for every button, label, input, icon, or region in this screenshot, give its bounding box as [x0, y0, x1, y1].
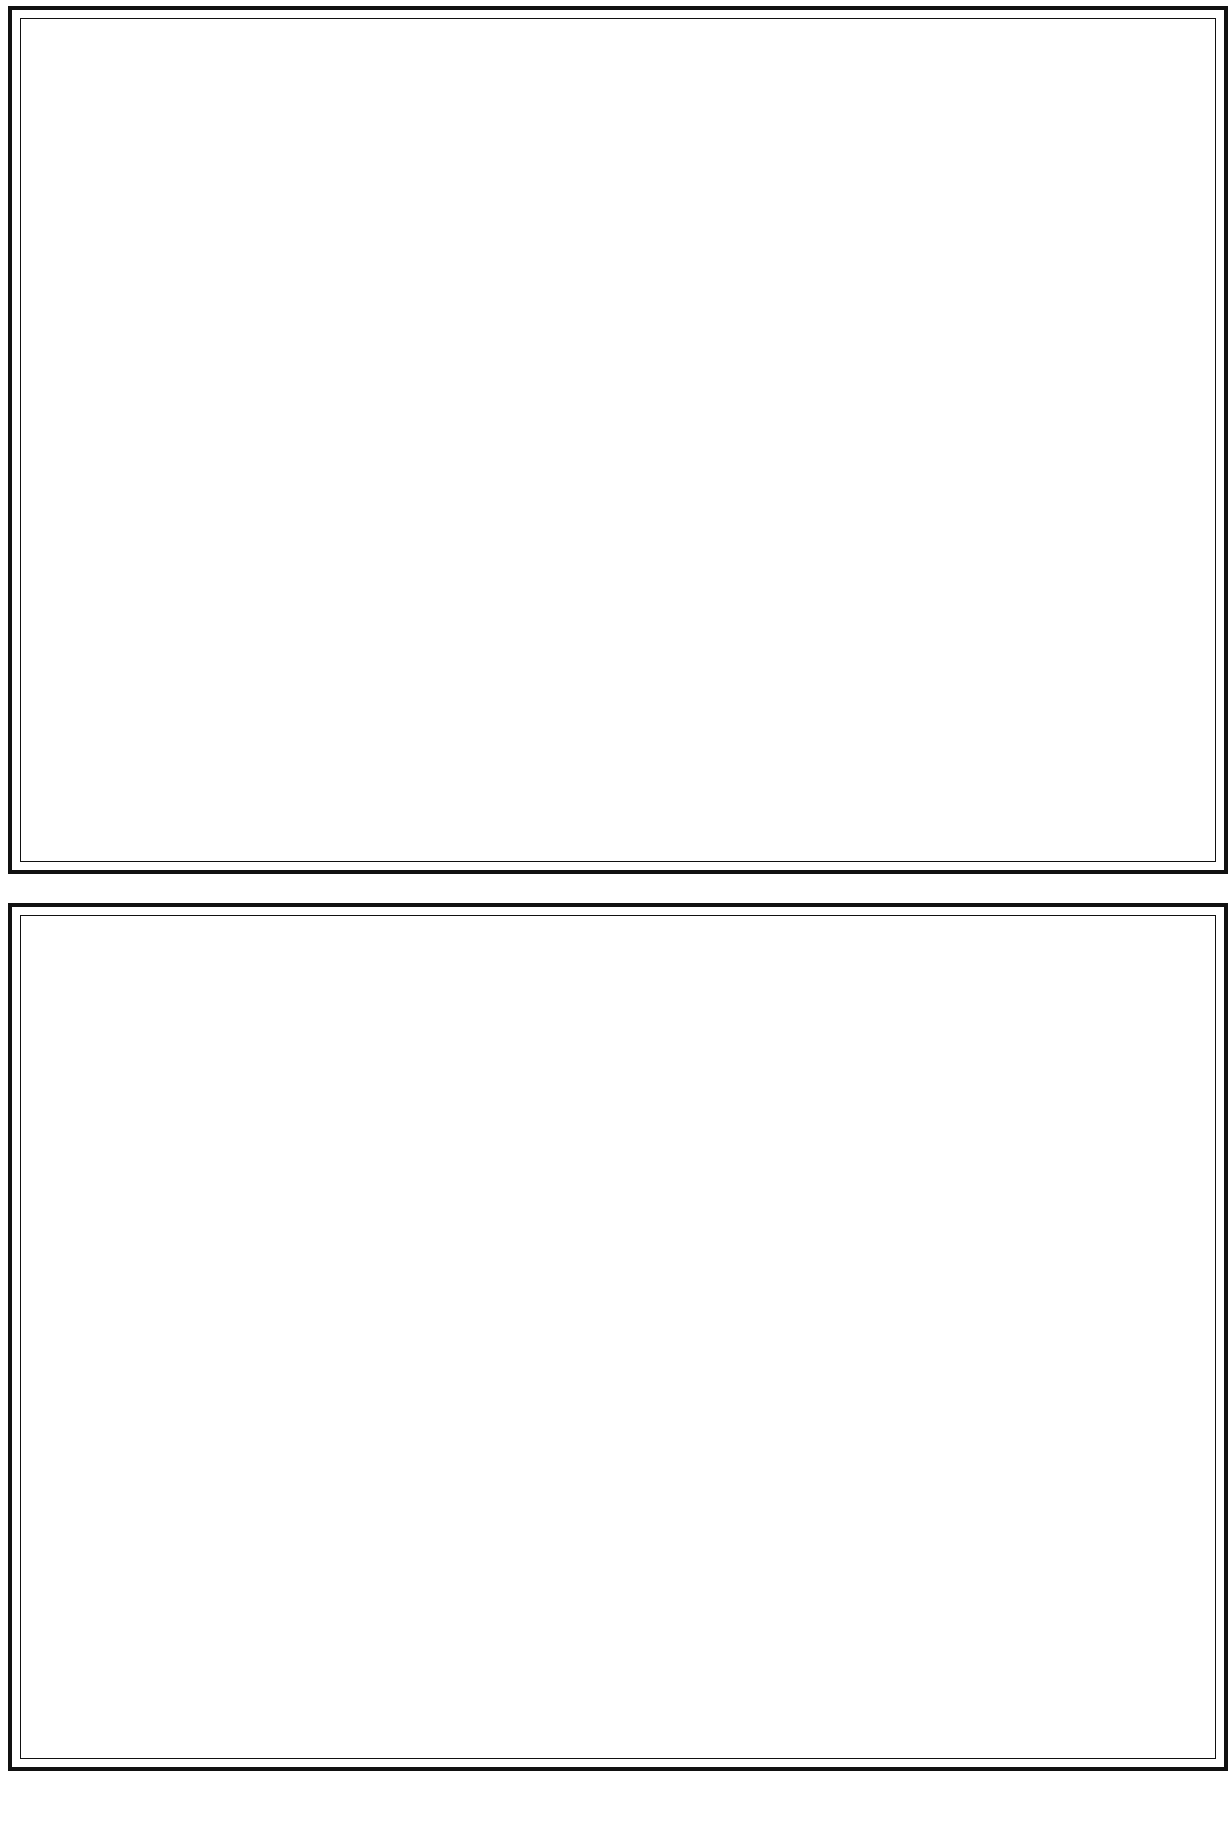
bottom-columns [26, 921, 1210, 1753]
top-columns [26, 24, 1210, 856]
bottom-page [8, 903, 1228, 1771]
top-page [8, 6, 1228, 874]
